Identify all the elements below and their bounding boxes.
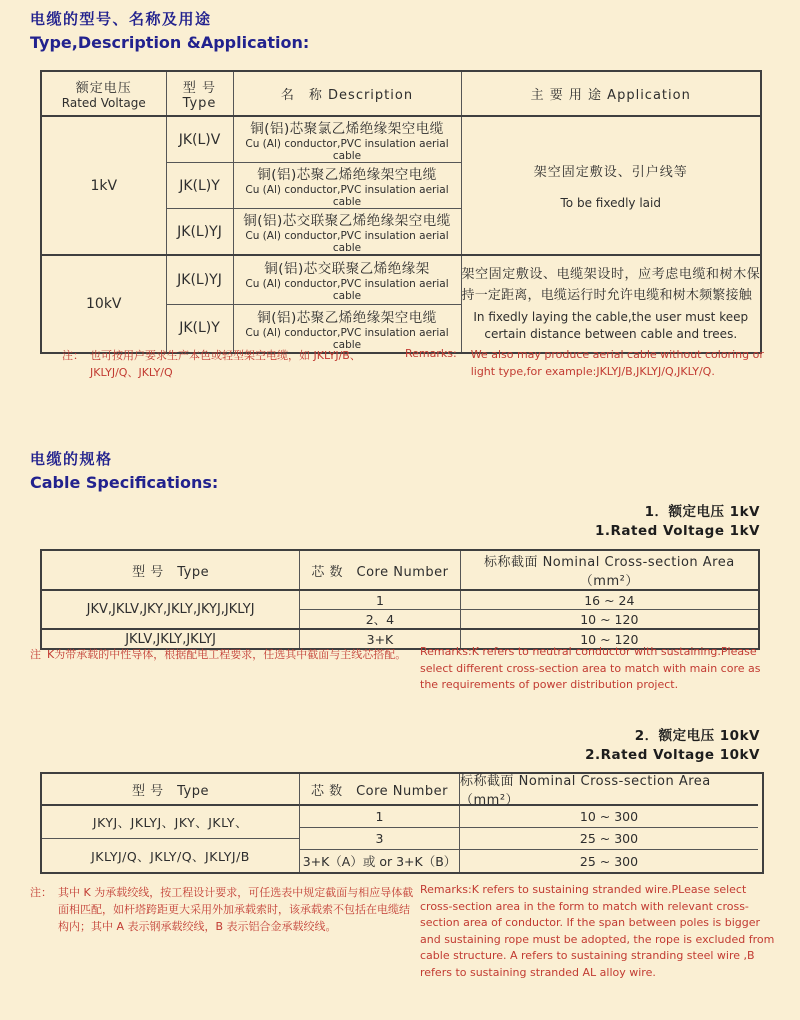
application-en: To be fixedly laid bbox=[560, 196, 661, 210]
header-description: 名 称 Description bbox=[233, 71, 461, 116]
spec1-row bbox=[41, 590, 759, 610]
application-10kv-cell bbox=[461, 255, 761, 353]
note2-zh-label: 注 bbox=[30, 648, 41, 661]
note1-en-text: We also may produce aerial cable without coloring or light type,for example:JKLYJ/B,JKLYJ/Q,JKLY/Q. bbox=[470, 348, 764, 378]
spec1-header-row bbox=[41, 550, 759, 590]
section1-title-en: Type,Description &Application: bbox=[30, 33, 310, 52]
note3-zh-label: 注： bbox=[30, 886, 52, 899]
description-en: Cu (Al) conductor,PVC insulation aerial cable bbox=[245, 326, 449, 351]
spec1-area: 10 ~ 120 bbox=[460, 610, 759, 630]
application-1kv-cell bbox=[461, 116, 761, 255]
description-zh: 铜(铝)芯交联聚乙烯绝缘架 bbox=[264, 261, 430, 278]
table-header-row bbox=[41, 71, 761, 116]
note1-zh bbox=[62, 347, 382, 381]
type-cell: JK(L)YJ bbox=[166, 255, 233, 304]
spec1-core: 2、4 bbox=[300, 610, 460, 630]
spec1-type-group1: JKV,JKLV,JKY,JKLY,JKYJ,JKLYJ bbox=[41, 590, 300, 629]
description-cell bbox=[233, 116, 461, 163]
application-en: In fixedly laying the cable,the user must keep certain distance between cable and trees. bbox=[473, 310, 749, 341]
header-rated-voltage bbox=[41, 71, 166, 116]
section2-heading bbox=[30, 448, 218, 492]
description-en: Cu (Al) conductor,PVC insulation aerial cable bbox=[245, 184, 449, 208]
header-rated-voltage-zh: 额定电压 bbox=[75, 81, 132, 96]
table-row bbox=[41, 116, 761, 163]
section1-title-zh: 电缆的型号、名称及用途 bbox=[30, 10, 212, 28]
note3-zh-text: 其中 K 为承载绞线，按工程设计要求，可任选表中规定截面与相应导体截面相匹配，如杆塔跨距更大采用外加承载索时，该承载索不包括在电缆结构内；其中 A 表示钢承载绞线，B 表示铝合金承载绞线。 bbox=[58, 886, 414, 934]
header-type: 型 号 Type bbox=[166, 71, 233, 116]
description-zh: 铜(铝)芯交联聚乙烯绝缘架空电缆 bbox=[243, 213, 451, 229]
spec2-type-group1: JKYJ、JKLYJ、JKY、JKLY、 bbox=[42, 806, 300, 839]
spec2-header-area: 标称截面 Nominal Cross-section Area（mm²） bbox=[460, 774, 758, 806]
note1-en bbox=[405, 347, 765, 380]
note2-zh bbox=[30, 646, 415, 663]
note2-en: Remarks:K refers to neutral conductor with sustaining.Please select different cross-section area to match with main core as the requirements of power distribution project. bbox=[420, 645, 761, 691]
subheading-10kv-en: 2.Rated Voltage 10kV bbox=[585, 747, 760, 763]
spec2-header-type: 型 号 Type bbox=[42, 774, 300, 806]
note1-zh-text: 也可按用户要求生产本色或轻型架空电缆，如 JKLYJ/B、JKLYJ/Q、JKLY/Q bbox=[90, 349, 361, 380]
voltage-1kv-cell: 1kV bbox=[41, 116, 166, 255]
note2-zh-text: K为带承载的中性导体，根据配电工程要求，任选其中截面与主线芯搭配。 bbox=[47, 648, 407, 661]
spec2-core: 1 bbox=[300, 806, 460, 828]
subheading-1kv-zh: 1．额定电压 1kV bbox=[644, 504, 760, 520]
description-zh: 铜(铝)芯聚乙烯绝缘架空电缆 bbox=[257, 167, 437, 183]
spec1-core: 3+K bbox=[300, 629, 460, 649]
spec1-header-type: 型 号 Type bbox=[41, 550, 300, 590]
spec2-area: 10 ~ 300 bbox=[460, 806, 758, 828]
type-cell: JK(L)Y bbox=[166, 163, 233, 209]
spec1-type-group2: JKLV,JKLY,JKLYJ bbox=[41, 629, 300, 649]
type-cell: JK(L)Y bbox=[166, 304, 233, 353]
description-cell bbox=[233, 163, 461, 209]
type-cell: JK(L)V bbox=[166, 116, 233, 163]
header-application: 主 要 用 途 Application bbox=[461, 71, 761, 116]
spec1-header-area: 标称截面 Nominal Cross-section Area（mm²） bbox=[460, 550, 759, 590]
spec-table-10kv bbox=[40, 772, 764, 874]
note1-zh-label: 注： bbox=[62, 349, 84, 362]
application-zh: 架空固定敷设、引户线等 bbox=[533, 165, 688, 180]
spec2-area: 25 ~ 300 bbox=[460, 828, 758, 850]
description-cell bbox=[233, 304, 461, 353]
note3-zh bbox=[30, 884, 418, 935]
description-cell bbox=[233, 209, 461, 256]
spec1-area: 16 ~ 24 bbox=[460, 590, 759, 610]
spec2-core: 3+K（A）或 or 3+K（B） bbox=[300, 850, 460, 872]
voltage-10kv-cell: 10kV bbox=[41, 255, 166, 353]
description-zh: 铜(铝)芯聚乙烯绝缘架空电缆 bbox=[257, 309, 437, 326]
application-zh: 架空固定敷设、电缆架设时，应考虑电缆和树木保持一定距离，电缆运行时允许电缆和树木频繁接触 bbox=[461, 267, 760, 304]
spec2-core: 3 bbox=[300, 828, 460, 850]
spec-table-1kv bbox=[40, 549, 760, 650]
subheading-10kv bbox=[585, 724, 760, 763]
description-en: Cu (Al) conductor,PVC insulation aerial cable bbox=[245, 278, 449, 303]
subheading-10kv-zh: 2．额定电压 10kV bbox=[634, 728, 760, 744]
spec1-core: 1 bbox=[300, 590, 460, 610]
note3-en: Remarks:K refers to sustaining stranded wire.PLease select cross-section area in the form to match with relevant cross-section area of conductor. If the span between poles is bigger and sustaining rope must be adopted, the rope is excluded from cable structure. A refers to sustaining stranding steel wire ,B refers to sustaining stranded AL alloy wire. bbox=[420, 883, 775, 979]
note1-en-label: Remarks: bbox=[405, 347, 457, 360]
table-row bbox=[41, 255, 761, 304]
description-cell bbox=[233, 255, 461, 304]
subheading-1kv-en: 1.Rated Voltage 1kV bbox=[594, 523, 760, 539]
description-en: Cu (Al) conductor,PVC insulation aerial cable bbox=[245, 230, 449, 254]
spec2-type-group2: JKLYJ/Q、JKLY/Q、JKLYJ/B bbox=[42, 839, 300, 872]
description-en: Cu (Al) conductor,PVC insulation aerial cable bbox=[245, 138, 449, 162]
section1-heading bbox=[30, 8, 309, 52]
section2-title-zh: 电缆的规格 bbox=[30, 450, 113, 468]
spec1-area: 10 ~ 120 bbox=[460, 629, 759, 649]
section2-title-en: Cable Specifications: bbox=[30, 473, 219, 492]
spec2-area: 25 ~ 300 bbox=[579, 853, 639, 869]
header-rated-voltage-en: Rated Voltage bbox=[61, 96, 146, 110]
spec1-header-core: 芯 数 Core Number bbox=[300, 550, 460, 590]
subheading-1kv bbox=[595, 500, 760, 539]
description-zh: 铜(铝)芯聚氯乙烯绝缘架空电缆 bbox=[250, 121, 444, 137]
spec2-header-core: 芯 数 Core Number bbox=[300, 774, 460, 806]
type-description-table bbox=[40, 70, 762, 354]
type-cell: JK(L)YJ bbox=[166, 209, 233, 256]
